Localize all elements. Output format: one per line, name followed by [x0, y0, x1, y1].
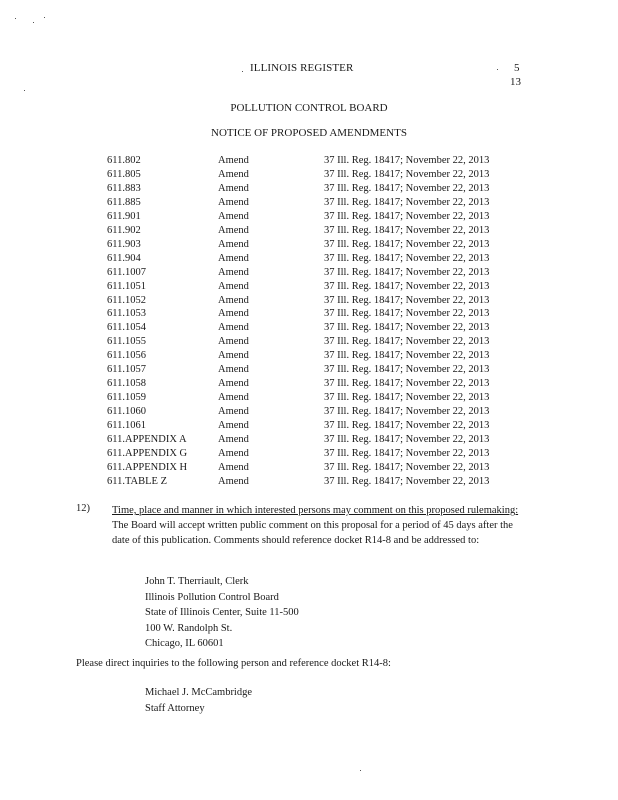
- issue-number: 13: [510, 76, 521, 88]
- table-row: [107, 475, 544, 489]
- action-type: Amend: [218, 210, 249, 222]
- section-number: 611.883: [107, 182, 141, 194]
- section-number: 611.805: [107, 168, 141, 180]
- table-row: [107, 238, 544, 252]
- contact-title: Staff Attorney: [145, 702, 205, 714]
- table-row: [107, 419, 544, 433]
- action-type: Amend: [218, 420, 249, 432]
- comment-paragraph: [112, 503, 527, 548]
- table-row: [107, 335, 544, 349]
- register-citation: 37 Ill. Reg. 18417; November 22, 2013: [324, 378, 490, 390]
- register-citation: 37 Ill. Reg. 18417; November 22, 2013: [324, 350, 490, 362]
- section-number: 611.1060: [107, 406, 146, 418]
- table-row: [107, 210, 544, 224]
- action-type: Amend: [218, 322, 249, 334]
- table-row: [107, 363, 544, 377]
- section-number: 611.1058: [107, 378, 146, 390]
- action-type: Amend: [218, 461, 249, 473]
- table-row: [107, 321, 544, 335]
- table-row: [107, 266, 544, 280]
- action-type: Amend: [218, 434, 249, 446]
- register-citation: 37 Ill. Reg. 18417; November 22, 2013: [324, 336, 490, 348]
- section-number: 611.APPENDIX G: [107, 448, 188, 460]
- action-type: Amend: [218, 252, 249, 264]
- table-row: [107, 280, 544, 294]
- scan-speck: [24, 90, 25, 91]
- register-citation: 37 Ill. Reg. 18417; November 22, 2013: [324, 155, 490, 166]
- amendments-table: [107, 154, 544, 489]
- action-type: Amend: [218, 266, 249, 278]
- register-citation: 37 Ill. Reg. 18417; November 22, 2013: [324, 475, 490, 487]
- section-number: 611.1052: [107, 294, 146, 306]
- table-row: [107, 168, 544, 182]
- action-type: Amend: [218, 238, 249, 250]
- action-type: Amend: [218, 336, 249, 348]
- clerk-address: [145, 574, 299, 652]
- section-number: 611.902: [107, 224, 141, 236]
- section-number: 611.802: [107, 155, 141, 166]
- action-type: Amend: [218, 364, 249, 376]
- page-number: 5: [514, 62, 520, 74]
- action-type: Amend: [218, 308, 249, 320]
- register-citation: 37 Ill. Reg. 18417; November 22, 2013: [324, 280, 490, 292]
- agency-name: POLLUTION CONTROL BOARD: [230, 102, 388, 114]
- table-row: [107, 154, 544, 168]
- scan-speck: [242, 71, 243, 72]
- action-type: Amend: [218, 406, 249, 418]
- table-row: [107, 377, 544, 391]
- section-number: 611.APPENDIX H: [107, 461, 188, 473]
- address-line-board: Illinois Pollution Control Board: [145, 591, 279, 603]
- table-row: [107, 433, 544, 447]
- section-number: 611.904: [107, 252, 141, 264]
- inquiry-text: Please direct inquiries to the following person and reference docket R14-8:: [76, 658, 391, 669]
- section-number: 611.901: [107, 210, 141, 222]
- register-citation: 37 Ill. Reg. 18417; November 22, 2013: [324, 434, 490, 446]
- register-citation: 37 Ill. Reg. 18417; November 22, 2013: [324, 322, 490, 334]
- section-number: 611.1059: [107, 392, 146, 404]
- action-type: Amend: [218, 168, 249, 180]
- scan-speck: [15, 18, 16, 19]
- register-citation: 37 Ill. Reg. 18417; November 22, 2013: [324, 420, 490, 432]
- register-citation: 37 Ill. Reg. 18417; November 22, 2013: [324, 448, 490, 460]
- register-citation: 37 Ill. Reg. 18417; November 22, 2013: [324, 224, 490, 236]
- table-row: [107, 224, 544, 238]
- register-citation: 37 Ill. Reg. 18417; November 22, 2013: [324, 364, 490, 376]
- scan-speck: [33, 22, 34, 23]
- action-type: Amend: [218, 475, 249, 487]
- register-citation: 37 Ill. Reg. 18417; November 22, 2013: [324, 461, 490, 473]
- table-row: [107, 196, 544, 210]
- table-row: [107, 391, 544, 405]
- register-citation: 37 Ill. Reg. 18417; November 22, 2013: [324, 238, 490, 250]
- register-title: ILLINOIS REGISTER: [250, 62, 354, 74]
- section-number: 611.1054: [107, 322, 146, 334]
- register-citation: 37 Ill. Reg. 18417; November 22, 2013: [324, 392, 490, 404]
- amendments-table-body: [107, 154, 544, 489]
- action-type: Amend: [218, 155, 249, 166]
- section-number: 611.1057: [107, 364, 146, 376]
- section-number: 611.903: [107, 238, 141, 250]
- register-citation: 37 Ill. Reg. 18417; November 22, 2013: [324, 294, 490, 306]
- register-citation: 37 Ill. Reg. 18417; November 22, 2013: [324, 266, 490, 278]
- contact-block: [145, 685, 252, 716]
- register-citation: 37 Ill. Reg. 18417; November 22, 2013: [324, 168, 490, 180]
- section-number: 611.1061: [107, 420, 146, 432]
- register-citation: 37 Ill. Reg. 18417; November 22, 2013: [324, 182, 490, 194]
- section-number: 611.1007: [107, 266, 146, 278]
- item-number: 12): [76, 503, 90, 514]
- address-line-name: John T. Therriault, Clerk: [145, 576, 249, 587]
- table-row: [107, 182, 544, 196]
- section-number: 611.1051: [107, 280, 146, 292]
- register-citation: 37 Ill. Reg. 18417; November 22, 2013: [324, 210, 490, 222]
- section-number: 611.885: [107, 196, 141, 208]
- action-type: Amend: [218, 224, 249, 236]
- section-number: 611.1055: [107, 336, 146, 348]
- table-row: [107, 461, 544, 475]
- notice-title: NOTICE OF PROPOSED AMENDMENTS: [211, 127, 407, 139]
- table-row: [107, 405, 544, 419]
- action-type: Amend: [218, 350, 249, 362]
- section-number: 611.1056: [107, 350, 146, 362]
- table-row: [107, 294, 544, 308]
- address-line-center: State of Illinois Center, Suite 11-500: [145, 607, 299, 618]
- scan-speck: [360, 770, 361, 771]
- scan-speck: [44, 17, 45, 18]
- section-number: 611.TABLE Z: [107, 475, 168, 487]
- table-row: [107, 447, 544, 461]
- table-row: [107, 307, 544, 321]
- table-row: [107, 349, 544, 363]
- register-citation: 37 Ill. Reg. 18417; November 22, 2013: [324, 308, 490, 320]
- comment-heading: Time, place and manner in which interested persons may comment on this proposed rulemaking:: [112, 505, 519, 516]
- action-type: Amend: [218, 280, 249, 292]
- table-row: [107, 252, 544, 266]
- action-type: Amend: [218, 378, 249, 390]
- register-citation: 37 Ill. Reg. 18417; November 22, 2013: [324, 252, 490, 264]
- address-line-street: 100 W. Randolph St.: [145, 622, 233, 634]
- register-citation: 37 Ill. Reg. 18417; November 22, 2013: [324, 406, 490, 418]
- action-type: Amend: [218, 196, 249, 208]
- section-number: 611.1053: [107, 308, 146, 320]
- comment-body: The Board will accept written public comment on this proposal for a period of 45 days after the date of this publication. Comments should reference docket R14-8 and be addressed to:: [112, 520, 513, 546]
- section-number: 611.APPENDIX A: [107, 434, 187, 446]
- contact-name: Michael J. McCambridge: [145, 687, 253, 698]
- scan-speck: [497, 69, 498, 70]
- action-type: Amend: [218, 448, 249, 460]
- address-line-city: Chicago, IL 60601: [145, 638, 224, 649]
- action-type: Amend: [218, 182, 249, 194]
- register-citation: 37 Ill. Reg. 18417; November 22, 2013: [324, 196, 490, 208]
- action-type: Amend: [218, 392, 249, 404]
- action-type: Amend: [218, 294, 249, 306]
